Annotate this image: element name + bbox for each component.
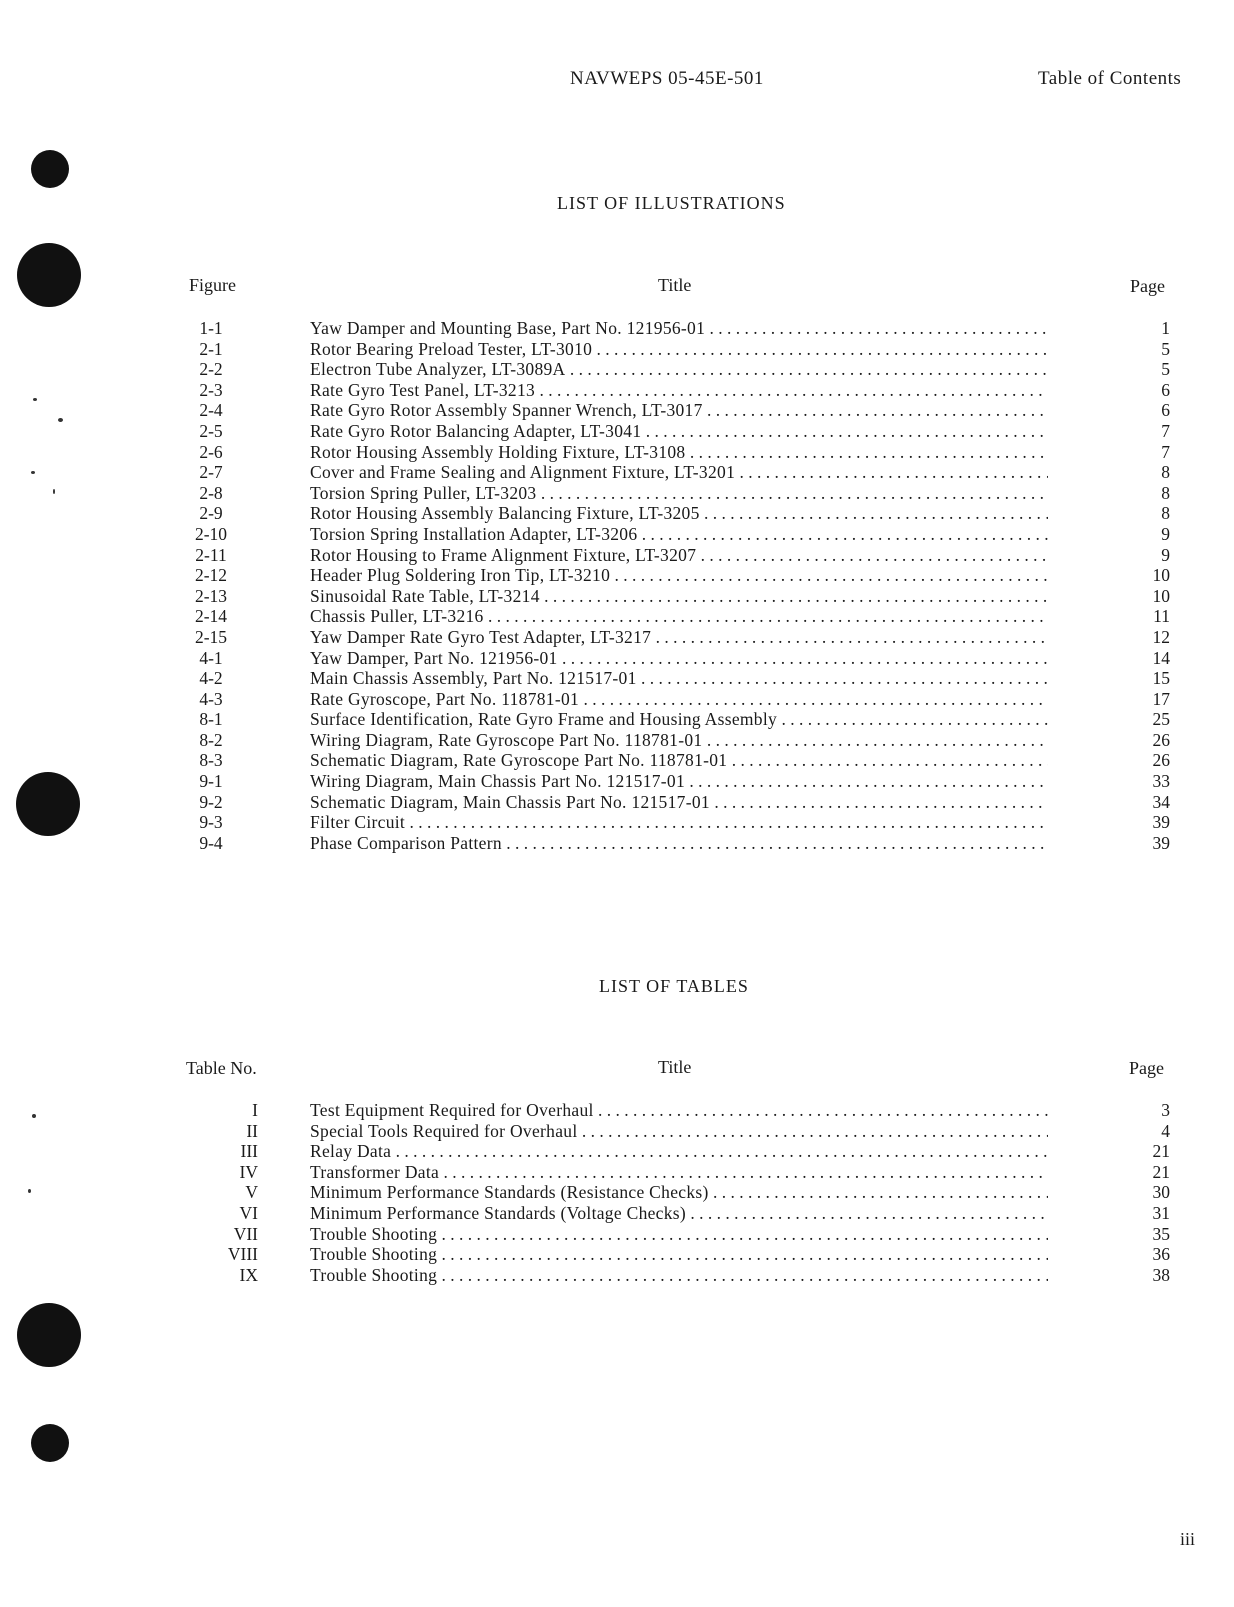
figure-row — [0, 380, 1234, 401]
punch-hole — [31, 150, 69, 188]
figure-number: 9-3 — [199, 812, 223, 833]
figure-number: 4-3 — [199, 688, 223, 709]
figure-row — [0, 648, 1234, 669]
title-column-header: Title — [658, 275, 692, 295]
figure-row — [0, 792, 1234, 813]
figure-number: 2-5 — [199, 420, 223, 441]
figure-page: 11 — [1153, 606, 1170, 627]
table-page: 36 — [1152, 1244, 1170, 1265]
figure-row — [0, 545, 1234, 566]
table-number: VIII — [227, 1244, 258, 1265]
figure-title: Rate Gyro Test Panel, LT-3213 . . . — [310, 380, 1048, 401]
page-column-header: Page — [1129, 1058, 1164, 1078]
figure-row — [0, 730, 1234, 751]
figure-row — [0, 421, 1234, 442]
figure-number: 2-11 — [195, 544, 227, 565]
figure-number: 1-1 — [199, 318, 223, 338]
table-number-column-header: Table No. — [186, 1058, 257, 1078]
figure-row — [0, 750, 1234, 771]
figure-row — [0, 483, 1234, 504]
figure-page: 7 — [1161, 441, 1170, 462]
table-title: Minimum Performance Standards (Resistance Checks) . . . — [310, 1182, 1048, 1203]
table-page: 21 — [1152, 1161, 1170, 1182]
table-row — [0, 1182, 1234, 1203]
table-row — [0, 1141, 1234, 1162]
table-row — [0, 1100, 1234, 1121]
figure-page: 8 — [1161, 503, 1170, 524]
figure-row — [0, 565, 1234, 586]
figure-row — [0, 462, 1234, 483]
figure-title: Rate Gyro Rotor Balancing Adapter, LT-3041 . . . — [310, 421, 1048, 442]
figure-page: 17 — [1152, 688, 1170, 709]
table-row — [0, 1203, 1234, 1224]
figure-row — [0, 606, 1234, 627]
figure-number: 4-2 — [199, 668, 223, 689]
figure-title: Yaw Damper and Mounting Base, Part No. 121956-01 . . . — [310, 318, 1048, 339]
figure-title: Torsion Spring Installation Adapter, LT-3206 . . . — [310, 524, 1048, 545]
figure-row — [0, 318, 1234, 339]
figure-title: Rate Gyro Rotor Assembly Spanner Wrench, LT-3017 . . . — [310, 400, 1048, 421]
figure-title: Sinusoidal Rate Table, LT-3214 . . . — [310, 586, 1048, 607]
figure-number: 4-1 — [199, 647, 223, 668]
figure-title: Rotor Bearing Preload Tester, LT-3010 . . . — [310, 339, 1048, 360]
figure-page: 10 — [1152, 585, 1170, 606]
title-column-header: Title — [658, 1057, 692, 1077]
table-title: Trouble Shooting . . . — [310, 1224, 1048, 1245]
figure-page: 34 — [1152, 791, 1170, 812]
figure-page: 6 — [1161, 400, 1170, 421]
figure-number: 9-2 — [199, 791, 223, 812]
figure-number: 8-2 — [199, 729, 223, 750]
figure-page: 7 — [1161, 420, 1170, 441]
tables-list — [0, 1100, 1234, 1285]
figure-title: Rate Gyroscope, Part No. 118781-01 . . . — [310, 689, 1048, 710]
table-page: 21 — [1152, 1141, 1170, 1162]
figure-number: 8-1 — [199, 709, 223, 730]
figure-row — [0, 709, 1234, 730]
figure-title: Torsion Spring Puller, LT-3203 . . . — [310, 483, 1048, 504]
figure-title: Filter Circuit . . . — [310, 812, 1048, 833]
figure-row — [0, 833, 1234, 854]
figure-page: 9 — [1161, 544, 1170, 565]
figure-page: 14 — [1152, 647, 1170, 668]
figure-title: Chassis Puller, LT-3216 . . . — [310, 606, 1048, 627]
figure-number: 9-1 — [199, 771, 223, 792]
figure-number: 9-4 — [199, 832, 223, 853]
figure-title: Header Plug Soldering Iron Tip, LT-3210 . . . — [310, 565, 1048, 586]
figure-row — [0, 339, 1234, 360]
figure-row — [0, 503, 1234, 524]
figure-page: 9 — [1161, 523, 1170, 544]
figure-title: Schematic Diagram, Rate Gyroscope Part No. 118781-01 . . . — [310, 750, 1048, 771]
figure-number: 2-3 — [199, 379, 223, 400]
figure-page: 26 — [1152, 729, 1170, 750]
table-number: V — [245, 1182, 258, 1203]
table-title: Relay Data . . . — [310, 1141, 1048, 1162]
figure-title: Wiring Diagram, Rate Gyroscope Part No. 118781-01 . . . — [310, 730, 1048, 751]
figure-title: Yaw Damper, Part No. 121956-01 . . . — [310, 648, 1048, 669]
figure-title: Phase Comparison Pattern . . . — [310, 833, 1048, 854]
figure-page: 25 — [1152, 709, 1170, 730]
figure-row — [0, 586, 1234, 607]
punch-hole — [31, 1424, 69, 1462]
figure-number: 2-4 — [199, 400, 223, 421]
figure-title: Surface Identification, Rate Gyro Frame and Housing Assembly . . . — [310, 709, 1048, 730]
figure-title: Rotor Housing to Frame Alignment Fixture, LT-3207 . . . — [310, 545, 1048, 566]
section-label: Table of Contents — [1038, 68, 1182, 89]
figure-page: 8 — [1161, 482, 1170, 503]
table-number: IV — [239, 1161, 258, 1182]
figure-title: Rotor Housing Assembly Holding Fixture, LT-3108 . . . — [310, 442, 1048, 463]
figure-row — [0, 771, 1234, 792]
table-number: VI — [239, 1202, 258, 1223]
table-number: II — [246, 1120, 258, 1141]
figure-number: 2-13 — [194, 585, 228, 606]
table-page: 38 — [1152, 1264, 1170, 1285]
table-row — [0, 1244, 1234, 1265]
punch-hole — [17, 1303, 81, 1367]
table-title: Trouble Shooting . . . — [310, 1244, 1048, 1265]
figure-row — [0, 359, 1234, 380]
figure-title: Cover and Frame Sealing and Alignment Fixture, LT-3201 . . . — [310, 462, 1048, 483]
table-row — [0, 1265, 1234, 1286]
figure-page: 26 — [1152, 750, 1170, 771]
table-row — [0, 1162, 1234, 1183]
illustrations-list — [0, 318, 1234, 853]
figure-number: 2-12 — [194, 565, 228, 586]
page-column-header: Page — [1130, 276, 1165, 296]
figure-number: 2-9 — [199, 503, 223, 524]
figure-row — [0, 812, 1234, 833]
figure-row — [0, 689, 1234, 710]
table-row — [0, 1121, 1234, 1142]
table-number: VII — [233, 1223, 258, 1244]
figure-row — [0, 524, 1234, 545]
table-number: I — [252, 1100, 258, 1120]
figure-title: Schematic Diagram, Main Chassis Part No. 121517-01 . . . — [310, 792, 1048, 813]
table-title: Special Tools Required for Overhaul . . . — [310, 1121, 1048, 1142]
figure-page: 5 — [1161, 338, 1170, 359]
figure-page: 39 — [1152, 832, 1170, 853]
table-title: Test Equipment Required for Overhaul . . . — [310, 1100, 1048, 1121]
figure-column-header: Figure — [189, 275, 236, 295]
figure-row — [0, 668, 1234, 689]
figure-page: 10 — [1152, 565, 1170, 586]
figure-page: 6 — [1161, 379, 1170, 400]
figure-number: 2-2 — [199, 359, 223, 380]
page-number: iii — [1180, 1529, 1196, 1549]
figure-page: 5 — [1161, 359, 1170, 380]
figure-title: Yaw Damper Rate Gyro Test Adapter, LT-3217 . . . — [310, 627, 1048, 648]
figure-title: Main Chassis Assembly, Part No. 121517-01 . . . — [310, 668, 1048, 689]
figure-page: 12 — [1152, 626, 1170, 647]
figure-row — [0, 627, 1234, 648]
tables-heading: LIST OF TABLES — [599, 976, 749, 996]
table-page: 3 — [1161, 1100, 1170, 1120]
table-number: III — [240, 1141, 258, 1162]
figure-number: 2-1 — [199, 338, 223, 359]
figure-title: Rotor Housing Assembly Balancing Fixture, LT-3205 . . . — [310, 503, 1048, 524]
figure-number: 8-3 — [199, 750, 223, 771]
table-title: Trouble Shooting . . . — [310, 1265, 1048, 1286]
figure-page: 1 — [1161, 318, 1170, 338]
figure-page: 39 — [1152, 812, 1170, 833]
figure-number: 2-15 — [194, 626, 228, 647]
figure-row — [0, 442, 1234, 463]
table-page: 31 — [1152, 1202, 1170, 1223]
figure-number: 2-8 — [199, 482, 223, 503]
figure-number: 2-6 — [199, 441, 223, 462]
illustrations-heading: LIST OF ILLUSTRATIONS — [557, 193, 786, 213]
table-page: 35 — [1152, 1223, 1170, 1244]
figure-number: 2-10 — [194, 523, 228, 544]
table-title: Minimum Performance Standards (Voltage Checks) . . . — [310, 1203, 1048, 1224]
figure-page: 8 — [1161, 462, 1170, 483]
figure-title: Electron Tube Analyzer, LT-3089A . . . — [310, 359, 1048, 380]
table-page: 30 — [1152, 1182, 1170, 1203]
table-page: 4 — [1161, 1120, 1170, 1141]
figure-page: 33 — [1152, 771, 1170, 792]
figure-number: 2-14 — [194, 606, 228, 627]
table-number: IX — [239, 1264, 258, 1285]
table-row — [0, 1224, 1234, 1245]
figure-number: 2-7 — [199, 462, 223, 483]
table-title: Transformer Data . . . — [310, 1162, 1048, 1183]
figure-page: 15 — [1152, 668, 1170, 689]
figure-row — [0, 400, 1234, 421]
document-number: NAVWEPS 05-45E-501 — [570, 68, 764, 89]
figure-title: Wiring Diagram, Main Chassis Part No. 121517-01 . . . — [310, 771, 1048, 792]
punch-hole — [17, 243, 81, 307]
